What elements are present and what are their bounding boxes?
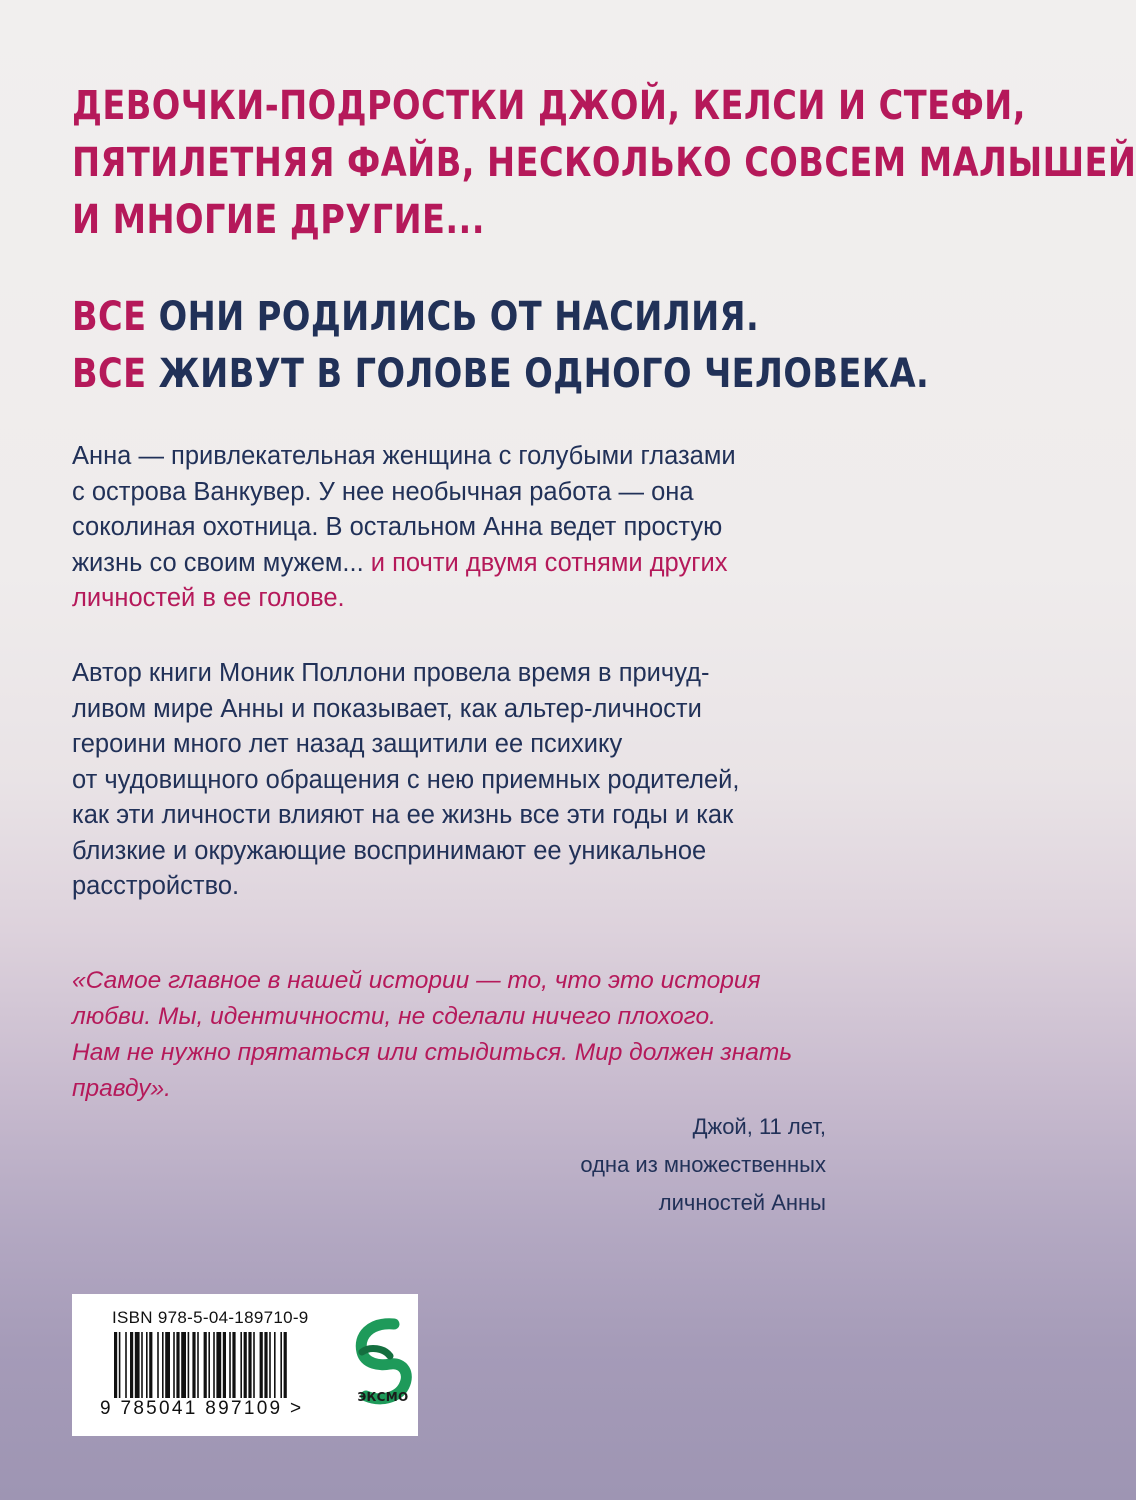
subheadline-text: ЖИВУТ В ГОЛОВЕ ОДНОГО ЧЕЛОВЕКА.	[146, 351, 930, 397]
paragraph-line: ливом мире Анны и показывает, как альтер-личности	[72, 694, 702, 723]
attribution-line: Джой, 11 лет,	[692, 1114, 826, 1139]
paragraph-accent: личностей в ее голове.	[72, 584, 345, 612]
headline-line: ДЕВОЧКИ-ПОДРОСТКИ ДЖОЙ, КЕЛСИ И СТЕФИ,	[72, 83, 1026, 129]
paragraph-line: соколиная охотница. В остальном Анна ведет простую	[72, 513, 723, 541]
quote-line: правду».	[72, 1075, 171, 1102]
paragraph-line: близкие и окружающие воспринимают ее уникальное	[72, 836, 707, 865]
paragraph-line: Автор книги Моник Поллони провела время в причуд-	[72, 659, 710, 687]
isbn-label: ISBN 978-5-04-189710-9	[112, 1308, 309, 1327]
paragraph-line: с острова Ванкувер. У нее необычная работа — она	[72, 477, 694, 506]
publisher-name: ЭКСМО	[357, 1390, 409, 1404]
quote-line: «Самое главное в нашей истории — то, что это история	[72, 967, 761, 994]
quote-line: Нам не нужно прятаться или стыдиться. Мир должен знать	[72, 1039, 793, 1066]
headline-line: И МНОГИЕ ДРУГИЕ...	[72, 197, 485, 243]
paragraph-line: как эти личности влияют на ее жизнь все эти годы и как	[72, 801, 734, 829]
author-paragraph	[72, 656, 739, 905]
pull-quote	[72, 963, 792, 1107]
paragraph-line: жизнь со своим мужем...	[72, 548, 371, 577]
subheadline-accent: ВСЕ	[72, 294, 147, 340]
subheadline-accent: ВСЕ	[72, 351, 147, 397]
headline-line: ПЯТИЛЕТНЯЯ ФАЙВ, НЕСКОЛЬКО СОВСЕМ МАЛЫШЕЙ	[72, 140, 1136, 186]
paragraph-line: героини много лет назад защитили ее психику	[72, 730, 623, 758]
quote-line: любви. Мы, идентичности, не сделали ничего плохого.	[72, 1003, 716, 1030]
barcode-number: 9 785041 897109 >	[100, 1398, 304, 1419]
description-paragraph	[72, 439, 736, 617]
paragraph-line: Анна — привлекательная женщина с голубыми глазами	[72, 442, 736, 470]
attribution-line: личностей Анны	[658, 1190, 826, 1215]
paragraph-line: расстройство.	[72, 872, 240, 900]
paragraph-accent: и почти двумя сотнями других	[370, 548, 728, 577]
barcode-icon	[112, 1332, 378, 1398]
subheadline	[72, 289, 929, 403]
headline	[72, 78, 1136, 249]
paragraph-line: от чудовищного обращения с нею приемных родителей,	[72, 765, 740, 794]
attribution-line: одна из множественных	[580, 1152, 826, 1177]
quote-attribution	[580, 1108, 826, 1222]
subheadline-text: ОНИ РОДИЛИСЬ ОТ НАСИЛИЯ.	[146, 294, 760, 340]
